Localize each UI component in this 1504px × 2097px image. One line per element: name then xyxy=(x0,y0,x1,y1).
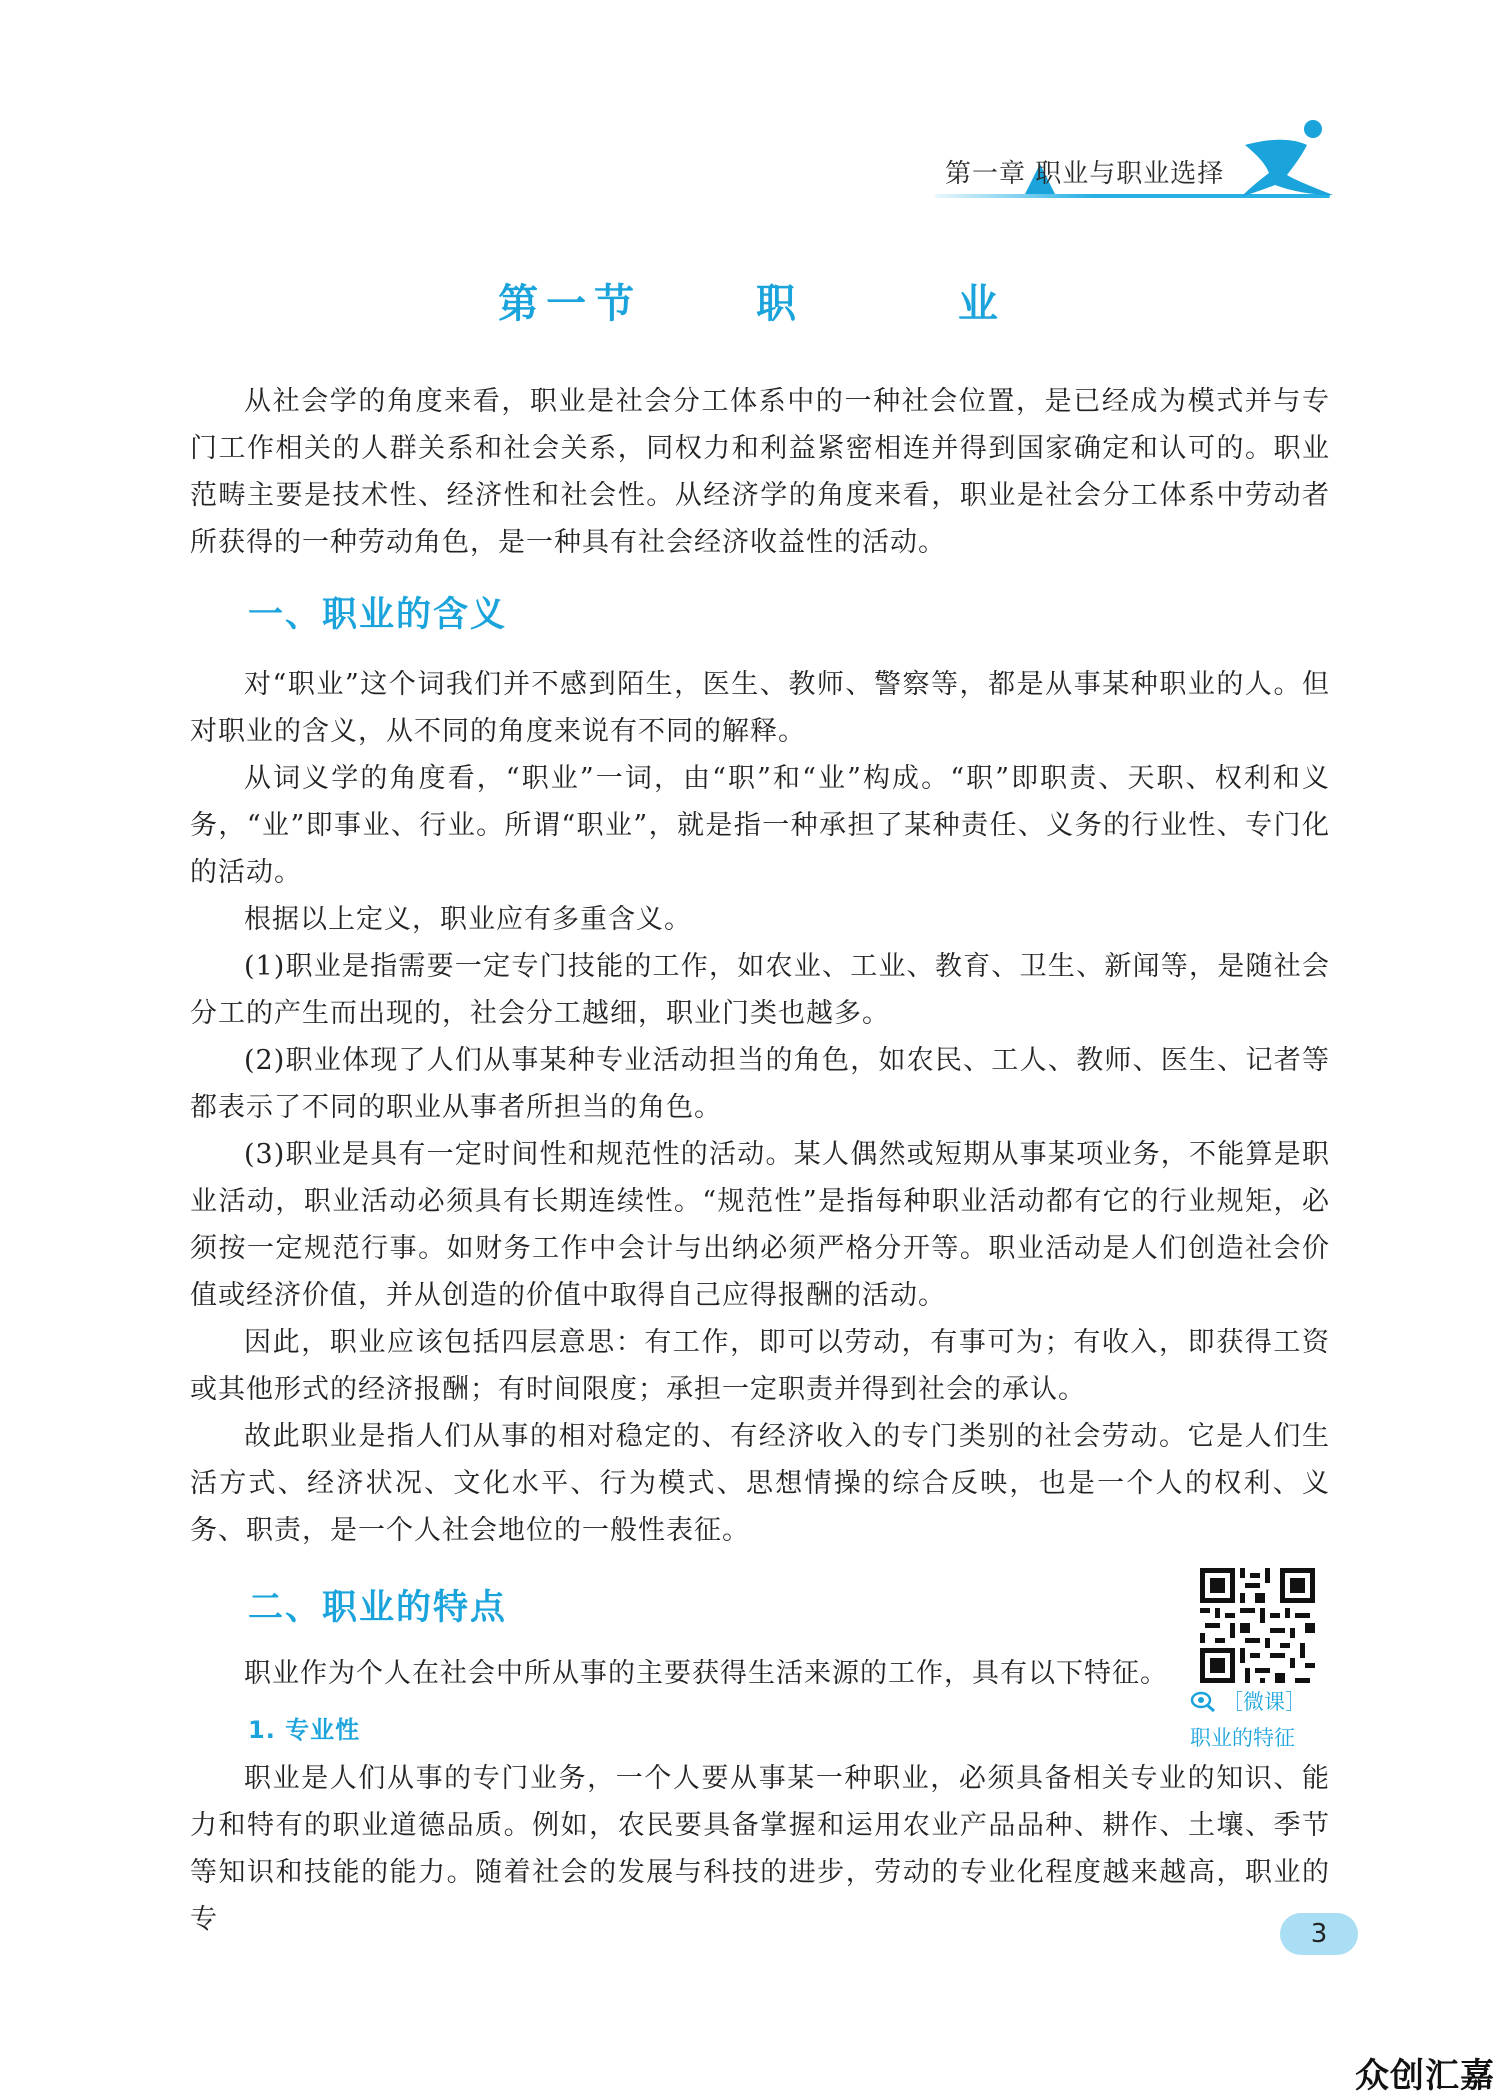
part1-paragraph: 对“职业”这个词我们并不感到陌生，医生、教师、警察等，都是从事某种职业的人。但对职业的含义，从不同的角度来说有不同的解释。 xyxy=(190,669,1330,747)
part1-heading: 一、职业的含义 xyxy=(248,595,508,635)
part1-paragraph: (2)职业体现了人们从事某种专业活动担当的角色，如农民、工人、教师、医生、记者等都表示了不同的职业从事者所担当的角色。 xyxy=(190,1045,1330,1123)
chapter-title: 第一章 职业与职业选择 xyxy=(945,159,1225,189)
section-title-char-1: 职 xyxy=(756,280,804,327)
watermark-logo: 众创汇嘉 xyxy=(1355,2056,1495,2096)
section-title-char-2: 业 xyxy=(957,280,1006,327)
section-number: 第一节 xyxy=(498,280,643,327)
part1-paragraph: (1)职业是指需要一定专门技能的工作，如农业、工业、教育、卫生、新闻等，是随社会分工的产生而出现的，社会分工越细，职业门类也越多。 xyxy=(190,951,1330,1029)
part1-body xyxy=(190,661,1330,1554)
intro-block xyxy=(190,378,1330,566)
page-number: 3 xyxy=(1280,1913,1358,1955)
eye-magnifier-icon xyxy=(1190,1690,1216,1712)
part2-lead: 职业作为个人在社会中所从事的主要获得生活来源的工作，具有以下特征。 xyxy=(244,1658,1168,1689)
running-figure-icon xyxy=(1235,115,1335,200)
part1-paragraph: 根据以上定义，职业应有多重含义。 xyxy=(244,904,692,935)
part2-sub1-block xyxy=(190,1755,1330,1943)
qr-code-image[interactable] xyxy=(1200,1568,1315,1683)
part1-paragraph: 故此职业是指人们从事的相对稳定的、有经济收入的专门类别的社会劳动。它是人们生活方式、经济状况、文化水平、行为模式、思想情操的综合反映，也是一个人的权利、义务、职责，是一个人社会地位的一般性表征。 xyxy=(190,1421,1330,1546)
part1-paragraph: 因此，职业应该包括四层意思：有工作，即可以劳动，有事可为；有收入，即获得工资或其他形式的经济报酬；有时间限度；承担一定职责并得到社会的承认。 xyxy=(190,1327,1330,1405)
qr-caption xyxy=(1190,1686,1340,1752)
section-title xyxy=(0,272,1504,329)
intro-paragraph: 从社会学的角度来看，职业是社会分工体系中的一种社会位置，是已经成为模式并与专门工作相关的人群关系和社会关系，同权力和利益紧密相连并得到国家确定和认可的。职业范畴主要是技术性、经济性和社会性。从经济学的角度来看，职业是社会分工体系中劳动者所获得的一种劳动角色，是一种具有社会经济收益性的活动。 xyxy=(190,386,1330,558)
part2-sub1-paragraph: 职业是人们从事的专门业务，一个人要从事某一种职业，必须具备相关专业的知识、能力和特有的职业道德品质。例如，农民要具备掌握和运用农业产品品种、耕作、土壤、季节等知识和技能的能力。随着社会的发展与科技的进步，劳动的专业化程度越来越高，职业的专 xyxy=(190,1763,1330,1935)
part1-paragraph: 从词义学的角度看，“职业”一词，由“职”和“业”构成。“职”即职责、天职、权利和义务，“业”即事业、行业。所谓“职业”，就是指一种承担了某种责任、义务的行业性、专门化的活动。 xyxy=(190,763,1330,888)
micro-lesson-tag: ［微课］ xyxy=(1222,1690,1306,1714)
part2-heading: 二、职业的特点 xyxy=(248,1588,508,1628)
part2-lead-block xyxy=(190,1650,1170,1697)
subheading-professional: 1. 专业性 xyxy=(248,1716,361,1744)
part1-paragraph: (3)职业是具有一定时间性和规范性的活动。某人偶然或短期从事某项业务，不能算是职业活动，职业活动必须具有长期连续性。“规范性”是指每种职业活动都有它的行业规矩，必须按一定规范行事。如财务工作中会计与出纳必须严格分开等。职业活动是人们创造社会价值或经济价值，并从创造的价值中取得自己应得报酬的活动。 xyxy=(190,1139,1330,1311)
qr-caption-text: 职业的特征 xyxy=(1190,1726,1295,1750)
